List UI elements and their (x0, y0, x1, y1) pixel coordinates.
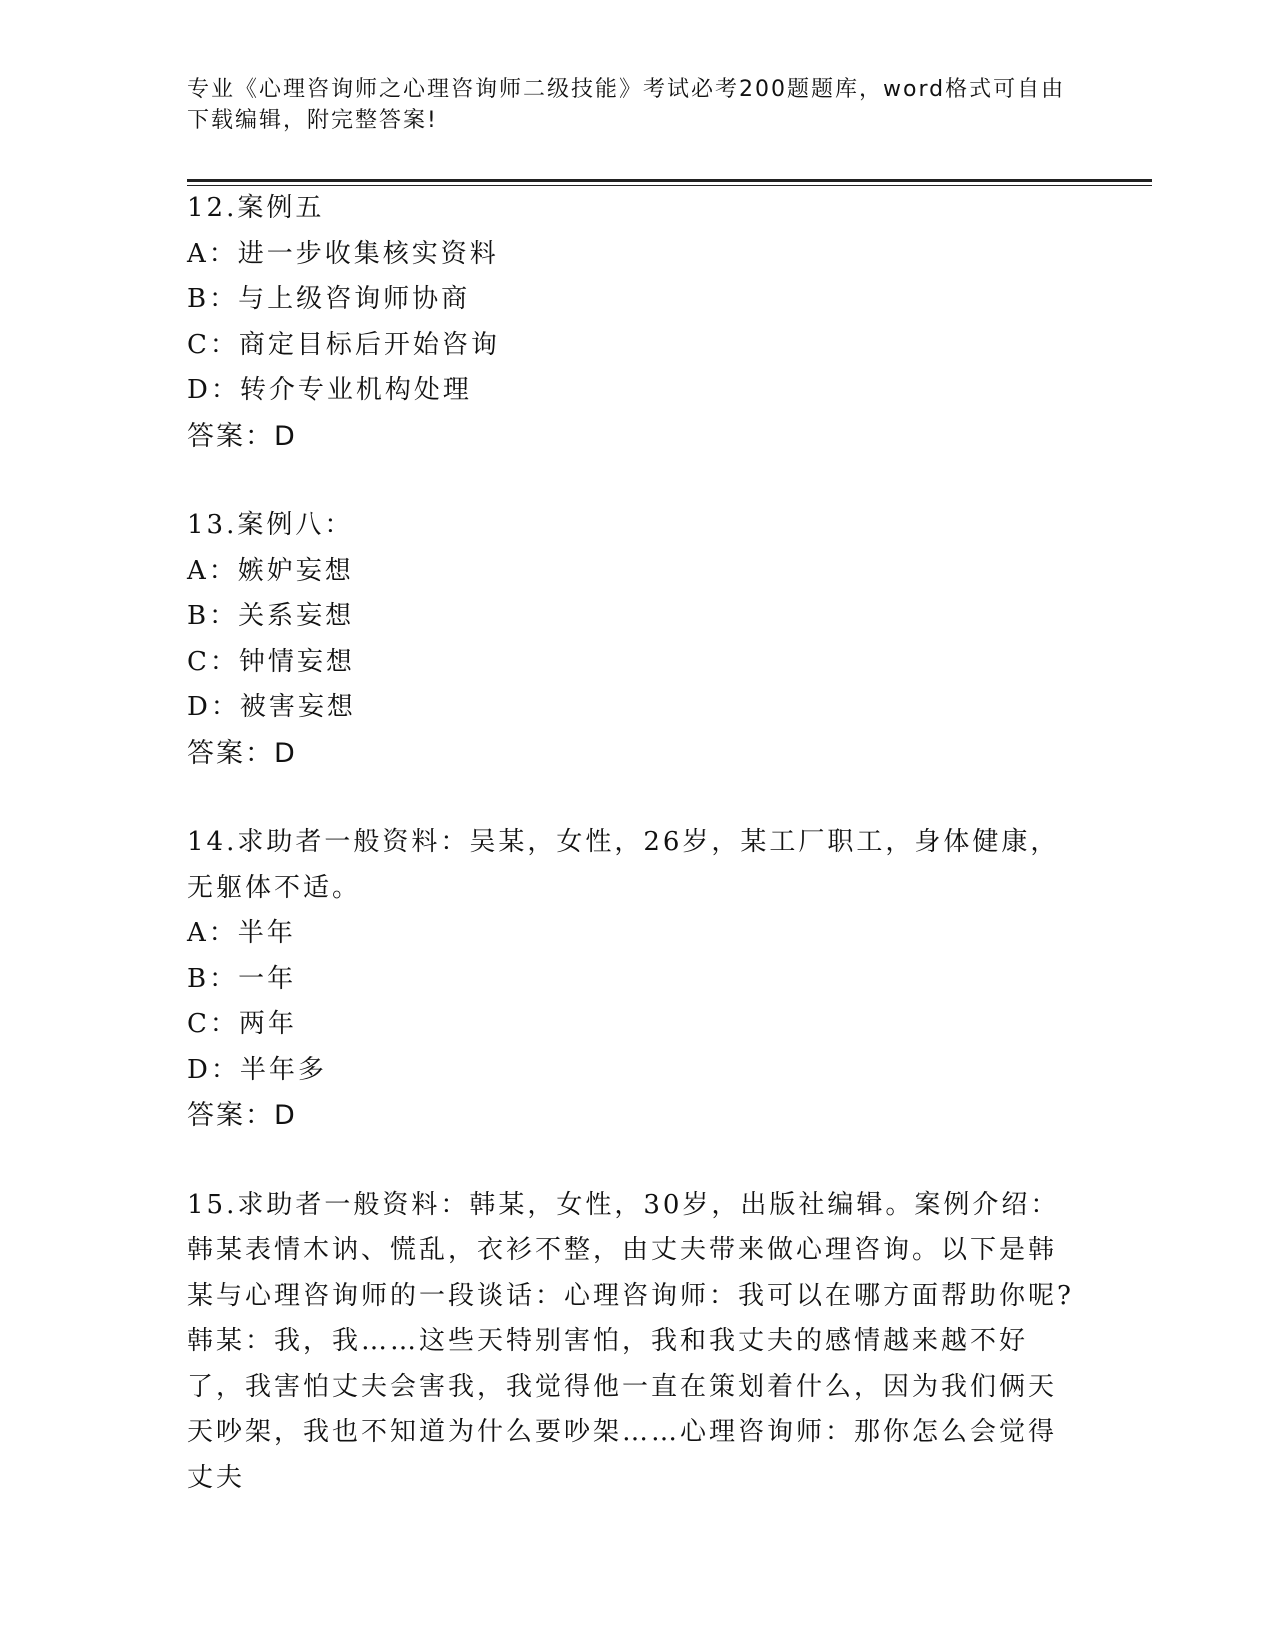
question-15 (187, 1183, 1077, 1502)
question-stem: 13.案例八： (187, 510, 354, 540)
question-13 (187, 503, 1077, 776)
option-c: C：钟情妄想 (187, 646, 355, 677)
answer-line: 答案：D (187, 420, 297, 452)
option-d: D：转介专业机构处理 (187, 375, 472, 405)
option-a: A：进一步收集核实资料 (187, 238, 499, 269)
option-a: A：嫉妒妄想 (187, 555, 354, 586)
option-d: D：被害妄想 (187, 692, 356, 722)
option-c: C：两年 (187, 1009, 297, 1039)
spacer (187, 776, 1077, 820)
option-b: B：与上级咨询师协商 (187, 284, 471, 314)
answer-line: 答案：D (187, 1100, 297, 1131)
option-d: D：半年多 (187, 1054, 327, 1085)
option-b: B：一年 (187, 963, 297, 994)
option-a: A：半年 (187, 918, 296, 948)
header-rule-thick (187, 179, 1152, 182)
question-stem: 15.求助者一般资料：韩某，女性，30岁，出版社编辑。案例介绍：韩某表情木讷、慌乱，衣衫不整，由丈夫带来做心理咨询。以下是韩某与心理咨询师的一段谈话：心理咨询师：我可以在哪方面帮助你呢?韩某：我，我……这些天特别害怕，我和我丈夫的感情越来越不好了，我害怕丈夫会害我，我觉得他一直在策划着什么，因为我们俩天天吵架，我也不知道为什么要吵架……心理咨询师：那你怎么会觉得丈夫 (187, 1189, 1074, 1493)
spacer (187, 459, 1077, 503)
option-c: C：商定目标后开始咨询 (187, 329, 500, 360)
question-12 (187, 186, 1077, 459)
option-b: B：关系妄想 (187, 601, 355, 631)
question-stem: 14.求助者一般资料：吴某，女性，26岁，某工厂职工，身体健康，无躯体不适。 (187, 827, 1060, 903)
question-list (187, 186, 1077, 1501)
answer-line: 答案：D (187, 737, 297, 769)
page-header: 专业《心理咨询师之心理咨询师二级技能》考试必考200题题库，word格式可自由下载编辑，附完整答案! (187, 77, 1066, 133)
spacer (187, 1139, 1077, 1183)
question-14 (187, 820, 1077, 1139)
question-stem: 12.案例五 (187, 193, 325, 223)
